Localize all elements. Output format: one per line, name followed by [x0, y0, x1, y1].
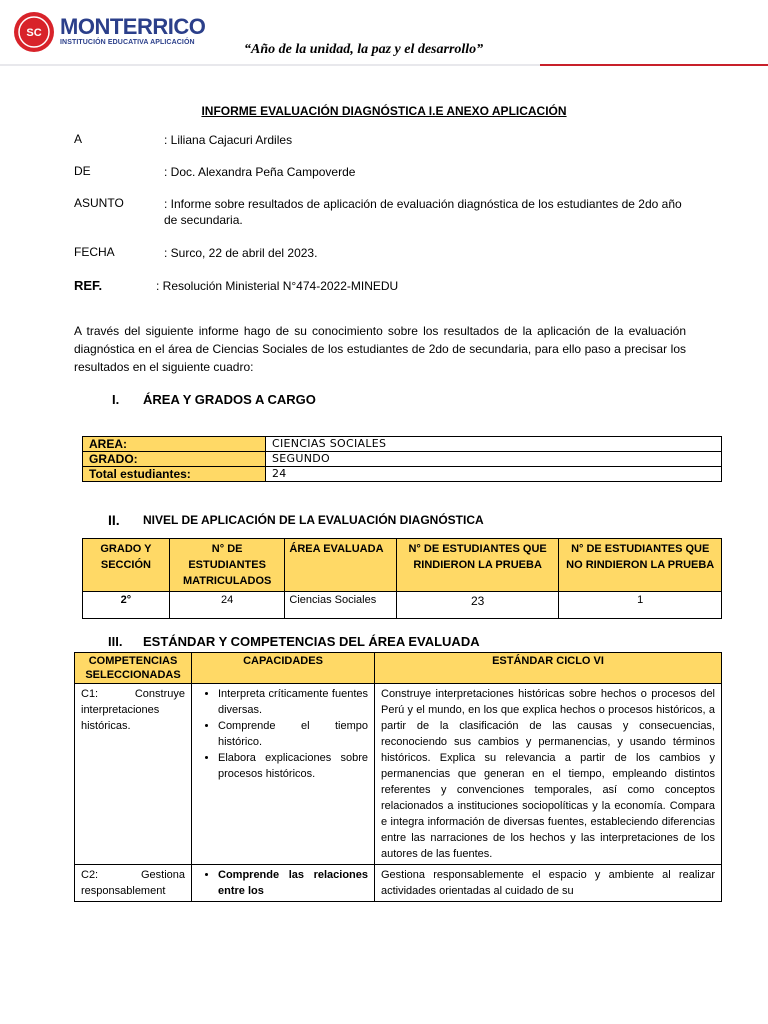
- area-label: AREA:: [83, 437, 266, 452]
- field-label-asunto: ASUNTO: [74, 196, 124, 210]
- field-label-ref: REF.: [74, 278, 103, 293]
- capacities-list: [198, 686, 368, 782]
- field-value-a: : Liliana Cajacuri Ardiles: [164, 133, 293, 147]
- total-students-value: 24: [266, 467, 722, 482]
- field-label-a: A: [74, 132, 83, 146]
- header-did-not-take: N° DE ESTUDIANTES QUE NO RINDIERON LA PRUEBA: [559, 539, 722, 592]
- list-item: • Elabora explicaciones sobre procesos históricos.: [218, 750, 368, 782]
- section1-title: ÁREA Y GRADOS A CARGO: [143, 392, 316, 407]
- area-grades-table: [82, 436, 722, 482]
- table-header-row: [75, 653, 722, 684]
- header-accent-divider: [540, 64, 768, 66]
- table-row: [83, 437, 722, 452]
- header-area: ÁREA EVALUADA: [285, 539, 396, 592]
- section3-number: III.: [108, 634, 123, 649]
- standards-competencies-table: [74, 652, 722, 902]
- grade-value: SEGUNDO: [266, 452, 722, 467]
- logo-name: MONTERRICO: [60, 14, 206, 39]
- table-row: [83, 592, 722, 619]
- cell-did-not-take: 1: [559, 592, 722, 619]
- header-took-test: N° DE ESTUDIANTES QUE RINDIERON LA PRUEBA: [396, 539, 559, 592]
- logo-subtitle: INSTITUCIÓN EDUCATIVA APLICACIÓN: [60, 39, 195, 46]
- section1-number: I.: [112, 392, 120, 407]
- table-row: [75, 684, 722, 865]
- document-title: INFORME EVALUACIÓN DIAGNÓSTICA I.E ANEXO APLICACIÓN: [201, 104, 567, 118]
- school-logo: [14, 12, 206, 54]
- logo-initials: SC: [26, 27, 42, 39]
- cell-took-test: 23: [396, 592, 559, 619]
- table-row: [75, 865, 722, 902]
- logo-emblem: [14, 12, 54, 52]
- standard-c2: Gestiona responsablemente el espacio y ambiente al realizar actividades orientadas al cuidado de su: [375, 865, 722, 902]
- competency-c2: C2: Gestiona responsablement: [75, 865, 192, 902]
- capacities-c1: [192, 684, 375, 865]
- header-grade-section: GRADO Y SECCIÓN: [83, 539, 170, 592]
- cell-enrolled: 24: [169, 592, 285, 619]
- total-students-label: Total estudiantes:: [83, 467, 266, 482]
- section2-number: II.: [108, 512, 120, 528]
- table-header-row: [83, 539, 722, 592]
- list-item: • Interpreta críticamente fuentes diversas.: [218, 686, 368, 718]
- list-item: • Comprende las relaciones entre los: [218, 867, 368, 899]
- list-item: • Comprende el tiempo histórico.: [218, 718, 368, 750]
- standard-c1: Construye interpretaciones históricas sobre hechos o procesos del Perú y el mundo, en los que explica hechos o procesos históricos, a partir de la clasificación de las causas y consecuencias, reconociendo sus cambios y permanencias, y usando términos históricos. Explica su relevancia a partir de los cambios y permanencias que generan en el tiempo, empleando distintos referentes y convenciones temporales, así como conceptos relacionados a instituciones sociopolíticas y la economía. Compara e integra información de diversas fuentes, estableciendo diferencias entre las narraciones de los hechos y las interpretaciones de los autores de las fuentes.: [375, 684, 722, 865]
- section3-title: ESTÁNDAR Y COMPETENCIAS DEL ÁREA EVALUADA: [143, 634, 480, 649]
- field-value-asunto: : Informe sobre resultados de aplicación de evaluación diagnóstica de los estudiantes de 2do año de secundaria.: [164, 197, 682, 227]
- capacities-c2: [192, 865, 375, 902]
- cell-grade: 2°: [83, 592, 170, 619]
- field-label-fecha: FECHA: [74, 245, 115, 259]
- header-capacities: CAPACIDADES: [192, 653, 375, 684]
- field-value-fecha: : Surco, 22 de abril del 2023.: [164, 246, 318, 260]
- capacities-list: [198, 867, 368, 899]
- field-value-de: : Doc. Alexandra Peña Campoverde: [164, 165, 356, 179]
- table-row: [83, 452, 722, 467]
- header-competencies: COMPETENCIAS SELECCIONADAS: [75, 653, 192, 684]
- field-value-ref: : Resolución Ministerial N°474-2022-MINEDU: [156, 279, 399, 293]
- application-level-table: [82, 538, 722, 619]
- cell-area: Ciencias Sociales: [285, 592, 396, 619]
- field-label-de: DE: [74, 164, 91, 178]
- section2-title: NIVEL DE APLICACIÓN DE LA EVALUACIÓN DIAGNÓSTICA: [143, 513, 484, 527]
- grade-label: GRADO:: [83, 452, 266, 467]
- table-row: [83, 467, 722, 482]
- header-enrolled: N° DE ESTUDIANTES MATRICULADOS: [169, 539, 285, 592]
- intro-paragraph: A través del siguiente informe hago de su conocimiento sobre los resultados de la aplicación de la evaluación diagnóstica en el área de Ciencias Sociales de los estudiantes de 2do de secundaria, para ello paso a precisar los resultados en el siguiente cuadro:: [74, 324, 686, 374]
- area-value: CIENCIAS SOCIALES: [266, 437, 722, 452]
- competency-c1: C1: Construye interpretaciones históricas.: [75, 684, 192, 865]
- header-standard: ESTÁNDAR CICLO VI: [375, 653, 722, 684]
- year-motto: “Año de la unidad, la paz y el desarrollo”: [244, 42, 484, 57]
